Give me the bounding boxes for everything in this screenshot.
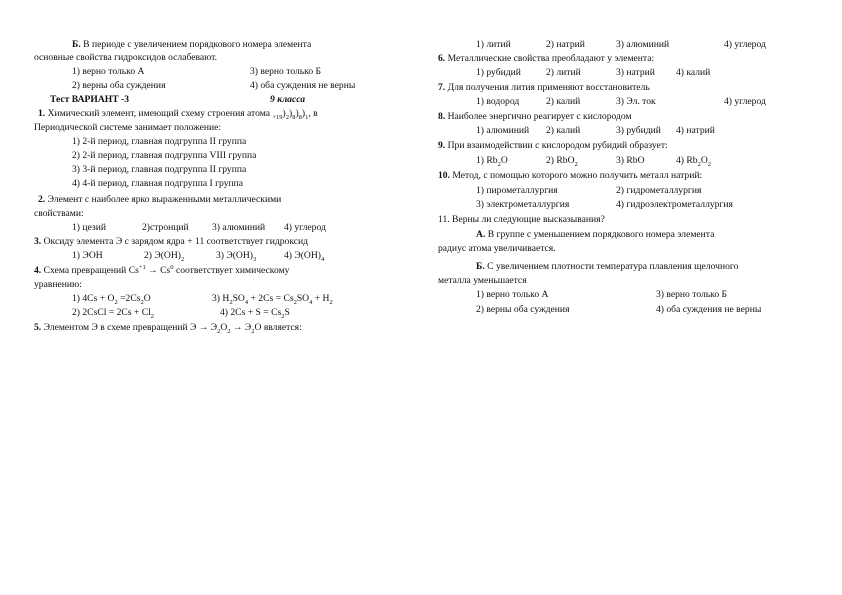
q9-option-3: 3) RbO	[616, 155, 645, 166]
q5-option-3: 3) алюминий	[616, 39, 670, 50]
q8-option-4: 4) натрий	[676, 125, 715, 136]
q3-line1: 3. Оксиду элемента Э с зарядом ядра + 11 соответствует гидроксид	[34, 236, 309, 247]
q5-option-1: 1) литий	[476, 39, 511, 50]
q7-option-2: 2) калий	[546, 96, 581, 107]
q11-b-line2: металла уменьшается	[438, 275, 527, 286]
q7-option-3: 3) Эл. ток	[616, 96, 656, 107]
q4-option-1: 1) $4Cs + O_2 =2Cs_2O$	[72, 293, 151, 306]
q4-option-2: 2) 2CsCl = $2Cs + Cl_2$	[72, 307, 155, 320]
q2-option-1: 1) цезий	[72, 222, 106, 233]
q11-a-line1: А. В группе с уменьшением порядкового номера элемента	[476, 229, 715, 240]
q1-option-1: 1) 2-й период, главная подгруппа II группа	[72, 136, 247, 147]
q1-option-2: 2) 2-й период, главная подгруппа VIII группа	[72, 150, 257, 161]
q1-option-3: 3) 3-й период, главная подгруппа II группа	[72, 164, 247, 175]
q8-option-3: 3) рубидий	[616, 125, 661, 136]
q3-option-1: 1) ЭОН	[72, 250, 103, 261]
q3-option-2: 2) $Э(OH)_2$	[144, 250, 185, 263]
q4-line1: 4. Схема превращений $Cs^{+1} \to Cs^0$ соответствует химическому	[34, 263, 290, 276]
q9-option-2: 2) RbO$_2$	[546, 155, 578, 168]
q4-option-4: 4) $2Cs + S = Cs_2S$	[220, 307, 290, 320]
q11-a-line2: радиус атома увеличивается.	[438, 243, 556, 254]
q11-option-4: 4) оба суждения не верны	[656, 304, 762, 315]
q7-line1: 7. Для получения лития применяют восстановитель	[438, 82, 650, 93]
grade-label: 9 класса	[270, 94, 306, 105]
q11-b-line1: Б. С увеличением плотности температура плавления щелочного	[476, 261, 739, 272]
q9-line1: 9. При взаимодействии с кислородом рубидий образует:	[438, 140, 668, 151]
b-statement-line1: Б. В периоде с увеличением порядкового номера элемента	[72, 39, 312, 50]
q10-option-1: 1) пирометаллургия	[476, 185, 558, 196]
q8-line1: 8. Наиболее энергично реагирует с кислородом	[438, 111, 632, 122]
test-title: Тест ВАРИАНТ -3	[50, 94, 130, 105]
q10-option-3: 3) электрометаллургия	[476, 199, 570, 210]
q2-option-3: 3) алюминий	[212, 222, 266, 233]
q8-option-1: 1) алюминий	[476, 125, 530, 136]
q2-line2: свойствами:	[34, 208, 84, 219]
q10-option-2: 2) гидрометаллургия	[616, 185, 702, 196]
q1-line2: Периодической системе занимает положение:	[34, 122, 222, 133]
b-option-2: 2) верны оба суждения	[72, 80, 166, 91]
q2-option-2: 2)стронций	[142, 222, 189, 233]
q6-option-2: 2) литий	[546, 67, 581, 78]
q6-line1: 6. Металлические свойства преобладают у элемента:	[438, 53, 655, 64]
q2-option-4: 4) углерод	[284, 222, 326, 233]
q3-option-3: 3) $Э(OH)_3$	[216, 250, 257, 263]
q9-option-4: 4) $Rb_2O_2$	[676, 155, 712, 168]
q4-option-3: 3) $H_2SO_4 + 2Cs = Cs_2SO_4 + H_2$	[212, 293, 333, 306]
q7-option-4: 4) углерод	[724, 96, 766, 107]
q11-option-3: 3) верно только Б	[656, 289, 728, 300]
q5-line1: 5. Элементом Э в схеме превращений $Э \to Э_2O_2 \to Э_2O$ является:	[34, 322, 302, 335]
q1-line1: 1. Химический элемент, имеющий схему строения атома $_{+19})_2)_8)_8)_1$, в	[38, 108, 318, 121]
q6-option-1: 1) рубидий	[476, 67, 521, 78]
q11-option-1: 1) верно только А	[476, 289, 549, 300]
b-option-4: 4) оба суждения не верны	[250, 80, 356, 91]
q7-option-1: 1) водород	[476, 96, 520, 107]
q3-option-4: 4) $Э(OH)_4$	[284, 250, 325, 263]
q11-option-2: 2) верны оба суждения	[476, 304, 570, 315]
q6-option-4: 4) калий	[676, 67, 711, 78]
q2-line1: 2. Элемент с наиболее ярко выраженными металлическими	[38, 194, 282, 205]
b-statement-line2: основные свойства гидроксидов ослабевают.	[34, 52, 218, 63]
q11-line1: 11. Верны ли следующие высказывания?	[438, 214, 605, 225]
q5-option-2: 2) натрий	[546, 39, 585, 50]
q4-line2: уравнению:	[34, 279, 82, 290]
q8-option-2: 2) калий	[546, 125, 581, 136]
q9-option-1: 1) $Rb_2O$	[476, 155, 508, 168]
b-option-3: 3) верно только Б	[250, 66, 322, 77]
q10-option-4: 4) гидроэлектрометаллургия	[616, 199, 733, 210]
b-option-1: 1) верно только А	[72, 66, 145, 77]
q1-option-4: 4) 4-й период, главная подгруппа I группа	[72, 178, 244, 189]
q5-option-4: 4) углерод	[724, 39, 766, 50]
q10-line1: 10. Метод, с помощью которого можно получить металл натрий:	[438, 170, 703, 181]
q6-option-3: 3) натрий	[616, 67, 655, 78]
